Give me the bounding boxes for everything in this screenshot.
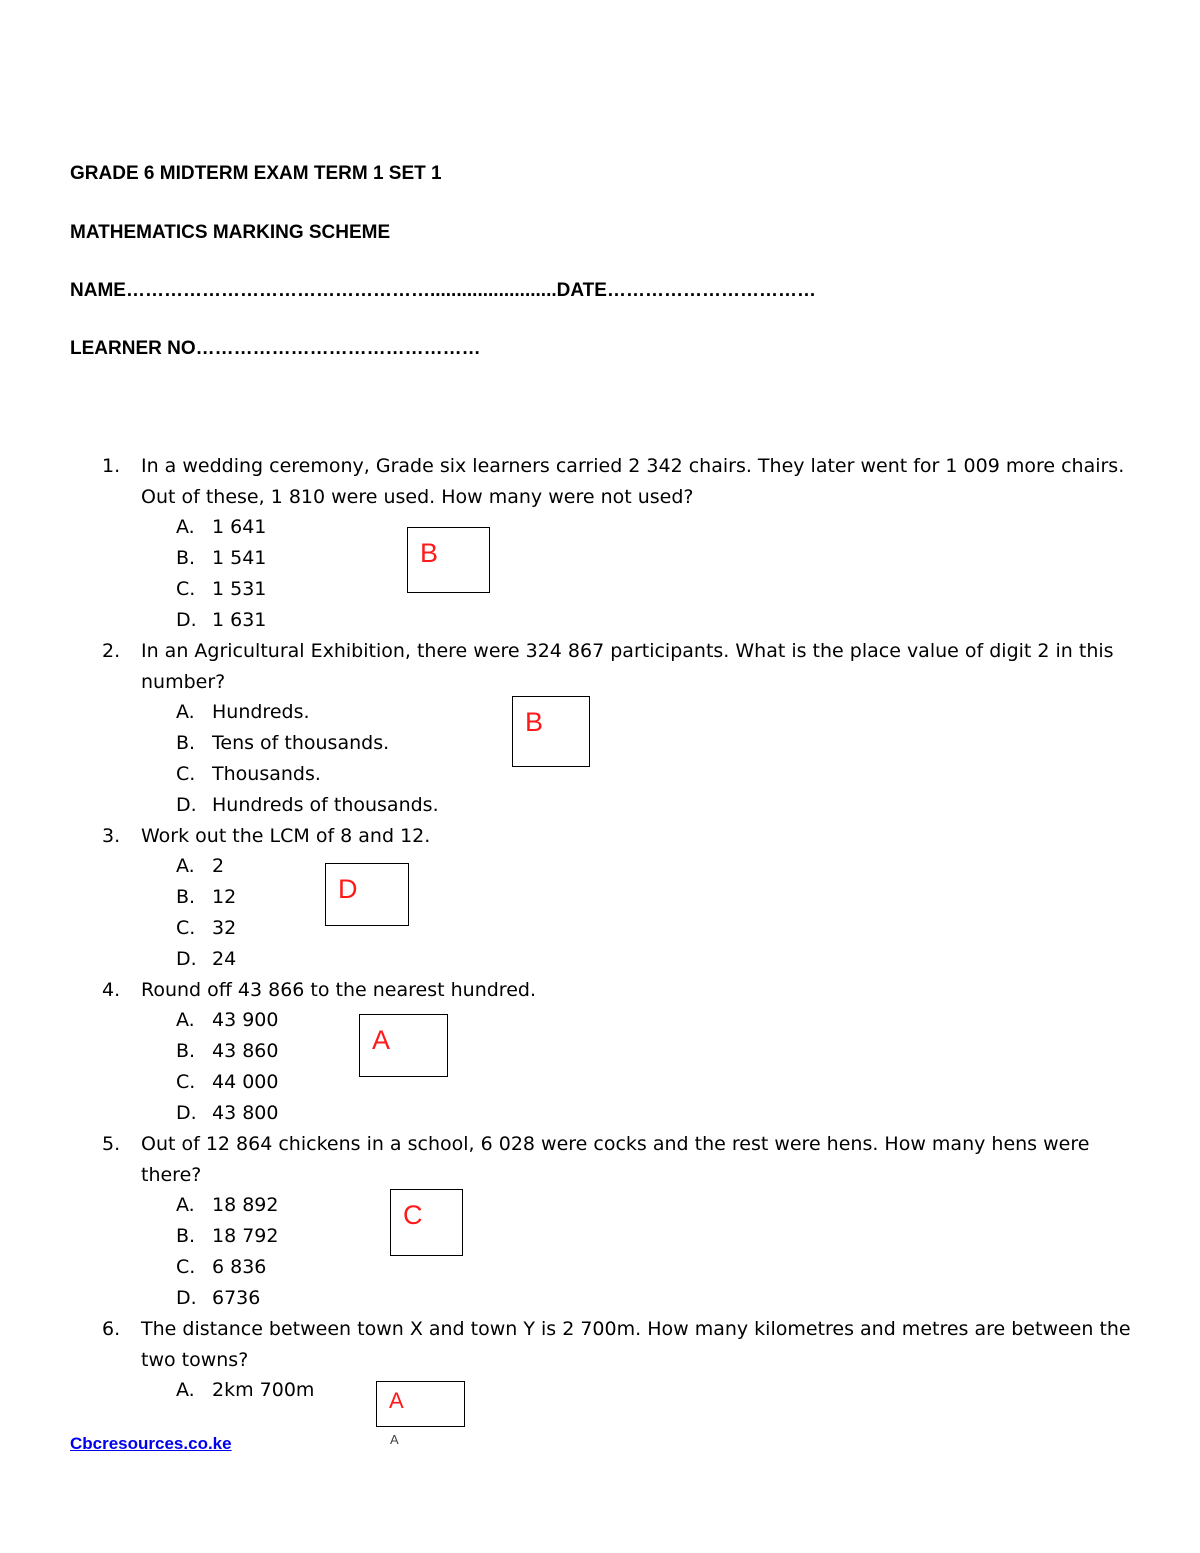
option-text: 6 836 [212, 1256, 267, 1278]
option-d [176, 1098, 278, 1129]
option-letter: D. [176, 1287, 197, 1309]
option-letter: A. [176, 1009, 195, 1031]
question-2 [102, 636, 1142, 698]
option-letter: B. [176, 547, 196, 569]
option-letter: B. [176, 732, 196, 754]
question-text: The distance between town X and town Y is 2 700m. How many kilometres and metres are between the two towns? [141, 1318, 1131, 1371]
answer-letter: D [338, 874, 358, 904]
option-b [176, 882, 236, 913]
option-letter: A. [176, 855, 195, 877]
option-text: Tens of thousands. [212, 732, 390, 754]
question-number: 1. [102, 455, 121, 477]
option-letter: C. [176, 917, 196, 939]
option-b [176, 1221, 278, 1252]
option-text: 1 541 [212, 547, 267, 569]
option-letter: B. [176, 1040, 196, 1062]
question-4 [102, 975, 1142, 1006]
question-5 [102, 1129, 1142, 1191]
option-letter: A. [176, 1379, 195, 1401]
option-a [176, 1375, 314, 1406]
answer-letter: C [403, 1200, 423, 1230]
footer-link[interactable]: Cbcresources.co.ke [70, 1434, 232, 1453]
option-text: 43 860 [212, 1040, 279, 1062]
option-b [176, 728, 389, 759]
option-text: Hundreds of thousands. [212, 794, 439, 816]
option-a [176, 1005, 278, 1036]
option-a [176, 851, 224, 882]
exam-title: GRADE 6 MIDTERM EXAM TERM 1 SET 1 [70, 163, 442, 184]
option-text: 2km 700m [212, 1379, 315, 1401]
option-text: 1 531 [212, 578, 267, 600]
answer-box [407, 527, 490, 593]
option-text: 1 631 [212, 609, 267, 631]
option-letter: A. [176, 701, 195, 723]
answer-box [376, 1381, 465, 1427]
option-text: 24 [212, 948, 237, 970]
option-c [176, 574, 266, 605]
option-text: 43 800 [212, 1102, 279, 1124]
option-c [176, 1252, 266, 1283]
answer-letter: B [525, 707, 544, 737]
option-letter: D. [176, 609, 197, 631]
stray-mark: A [390, 1432, 399, 1447]
option-text: 18 892 [212, 1194, 279, 1216]
option-a [176, 697, 310, 728]
option-letter: D. [176, 794, 197, 816]
question-text: In a wedding ceremony, Grade six learners carried 2 342 chairs. They later went for 1 009 more chairs. Out of these, 1 810 were used. How many were not used? [141, 455, 1125, 508]
question-text: Round off 43 866 to the nearest hundred. [141, 979, 536, 1001]
question-text: Work out the LCM of 8 and 12. [141, 825, 431, 847]
option-letter: D. [176, 1102, 197, 1124]
question-1 [102, 451, 1142, 513]
option-letter: B. [176, 886, 196, 908]
option-text: Thousands. [212, 763, 321, 785]
question-number: 6. [102, 1318, 121, 1340]
option-c [176, 759, 321, 790]
name-date-line: NAME…………………………………………........................DATE…………………………… [70, 280, 816, 301]
question-6 [102, 1314, 1142, 1376]
option-letter: C. [176, 1071, 196, 1093]
question-number: 5. [102, 1133, 121, 1155]
answer-box [359, 1014, 448, 1077]
answer-box [512, 696, 590, 767]
question-text: In an Agricultural Exhibition, there were 324 867 participants. What is the place value of digit 2 in this number? [141, 640, 1114, 693]
option-letter: A. [176, 1194, 195, 1216]
question-number: 3. [102, 825, 121, 847]
question-3 [102, 821, 1142, 852]
question-number: 4. [102, 979, 121, 1001]
option-text: 12 [212, 886, 237, 908]
answer-box [325, 863, 409, 926]
answer-letter: A [372, 1025, 391, 1055]
option-a [176, 512, 266, 543]
option-letter: C. [176, 1256, 196, 1278]
option-letter: B. [176, 1225, 196, 1247]
question-text: Out of 12 864 chickens in a school, 6 028 were cocks and the rest were hens. How many hens were there? [141, 1133, 1090, 1186]
option-text: 43 900 [212, 1009, 279, 1031]
option-letter: A. [176, 516, 195, 538]
option-text: 1 641 [212, 516, 267, 538]
option-text: 32 [212, 917, 237, 939]
answer-letter: A [389, 1388, 404, 1413]
question-number: 2. [102, 640, 121, 662]
option-letter: D. [176, 948, 197, 970]
option-c [176, 1067, 278, 1098]
option-d [176, 790, 439, 821]
option-d [176, 1283, 260, 1314]
learner-number-line: LEARNER NO……………………………………… [70, 338, 481, 359]
option-c [176, 913, 236, 944]
option-d [176, 605, 266, 636]
option-a [176, 1190, 278, 1221]
option-text: Hundreds. [212, 701, 310, 723]
option-letter: C. [176, 763, 196, 785]
option-b [176, 543, 266, 574]
option-b [176, 1036, 278, 1067]
option-letter: C. [176, 578, 196, 600]
option-d [176, 944, 236, 975]
option-text: 2 [212, 855, 225, 877]
option-text: 18 792 [212, 1225, 279, 1247]
option-text: 6736 [212, 1287, 261, 1309]
answer-box [390, 1189, 463, 1256]
exam-subtitle: MATHEMATICS MARKING SCHEME [70, 222, 391, 243]
option-text: 44 000 [212, 1071, 279, 1093]
answer-letter: B [420, 538, 439, 568]
